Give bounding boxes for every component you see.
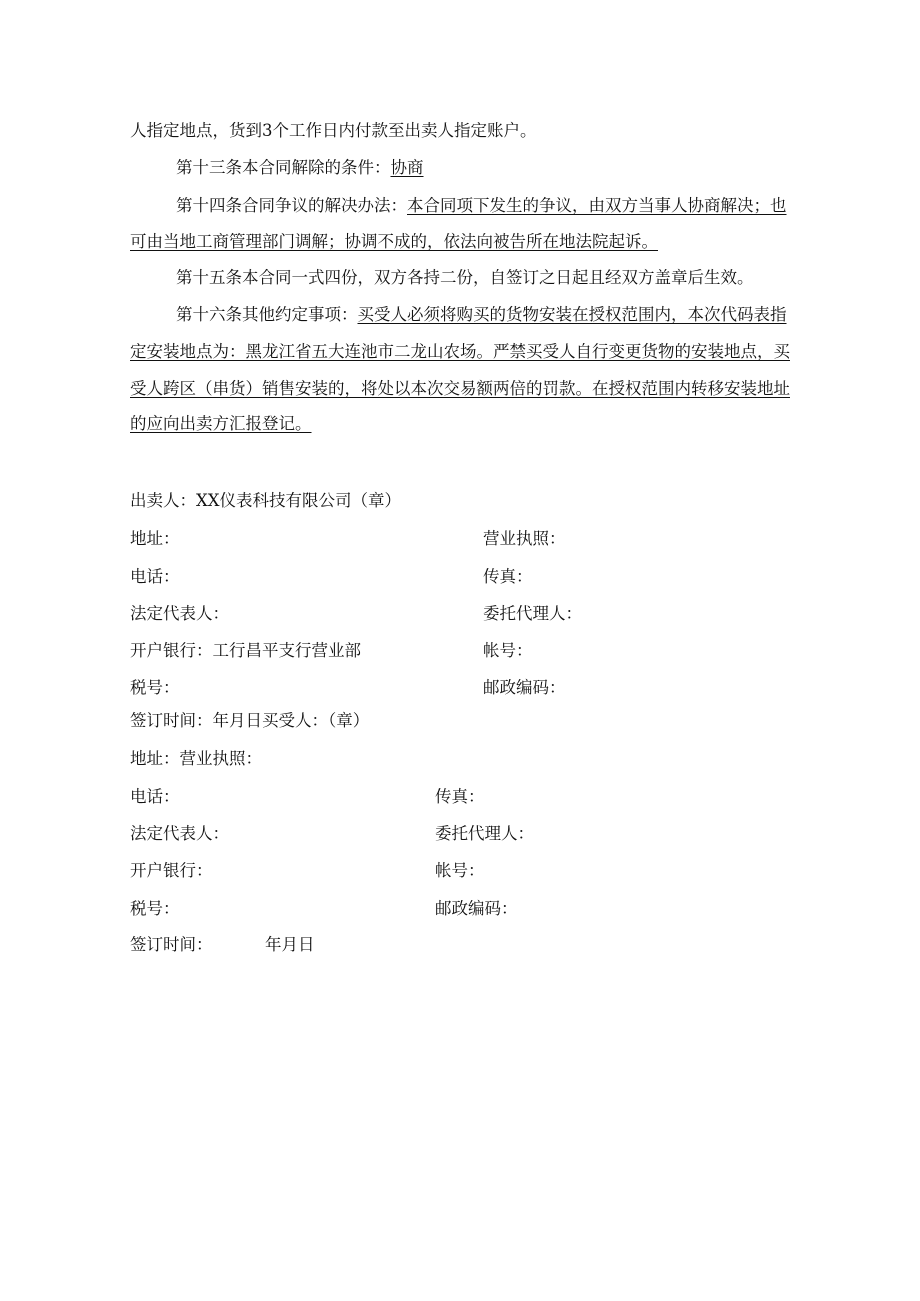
clause-16-line3 xyxy=(130,378,790,400)
seller-tax-no: 税号： xyxy=(130,678,180,697)
clause-14-value-line1: 本合同项下发生的争议，由双方当事人协商解决；也 xyxy=(407,196,787,215)
clause-12-continuation: 人指定地点，货到3个工作日内付款至出卖人指定账户。 xyxy=(130,121,537,140)
clause-16 xyxy=(176,304,787,326)
buyer-legal-rep: 法定代表人： xyxy=(130,824,229,843)
clause-13-value: 协商 xyxy=(390,158,424,177)
seller-sign-time-buyer-title: 签订时间：年月日买受人：（章） xyxy=(130,711,370,730)
buyer-agent: 委托代理人： xyxy=(435,824,534,843)
clause-14-line2 xyxy=(130,231,658,253)
clause-13-label: 第十三条本合同解除的条件： xyxy=(176,158,391,177)
clause-16-value-line2: 定安装地点为：黑龙江省五大连池市二龙山农场。严禁买受人自行变更货物的安装地点，买 xyxy=(130,342,790,361)
clause-13 xyxy=(176,157,424,179)
seller-license: 营业执照： xyxy=(483,529,566,548)
buyer-fax: 传真： xyxy=(435,787,485,806)
seller-fax: 传真： xyxy=(483,567,533,586)
clause-14-label: 第十四条合同争议的解决办法： xyxy=(176,196,407,215)
seller-bank: 开户银行：工行昌平支行营业部 xyxy=(130,641,361,660)
seller-title: 出卖人：XX仪表科技有限公司（章） xyxy=(130,491,401,510)
seller-agent: 委托代理人： xyxy=(483,604,582,623)
buyer-account: 帐号： xyxy=(435,861,485,880)
seller-legal-rep: 法定代表人： xyxy=(130,604,229,623)
clause-16-value-line3: 受人跨区（串货）销售安装的，将处以本次交易额两倍的罚款。在授权范围内转移安装地址 xyxy=(130,379,790,398)
seller-account: 帐号： xyxy=(483,641,533,660)
buyer-phone: 电话： xyxy=(130,787,180,806)
buyer-address-license: 地址：营业执照： xyxy=(130,749,262,768)
clause-16-label: 第十六条其他约定事项： xyxy=(176,305,358,324)
clause-16-line2 xyxy=(130,341,790,363)
clause-14 xyxy=(176,195,787,217)
seller-phone: 电话： xyxy=(130,567,180,586)
seller-postcode: 邮政编码： xyxy=(483,678,566,697)
clause-16-value-line1: 买受人必须将购买的货物安装在授权范围内，本次代码表指 xyxy=(357,305,787,324)
buyer-bank: 开户银行： xyxy=(130,861,213,880)
clause-16-value-line4: 的应向出卖方汇报登记。 xyxy=(130,414,312,433)
buyer-tax-no: 税号： xyxy=(130,899,180,918)
seller-address: 地址： xyxy=(130,529,180,548)
buyer-postcode: 邮政编码： xyxy=(435,899,518,918)
clause-15: 第十五条本合同一式四份，双方各持二份，自签订之日起且经双方盖章后生效。 xyxy=(176,268,754,287)
buyer-sign-time-label: 签订时间： xyxy=(130,935,213,954)
buyer-sign-date: 年月日 xyxy=(265,935,315,954)
clause-14-value-line2: 可由当地工商管理部门调解；协调不成的，依法向被告所在地法院起诉。 xyxy=(130,232,658,251)
clause-16-line4 xyxy=(130,413,312,435)
